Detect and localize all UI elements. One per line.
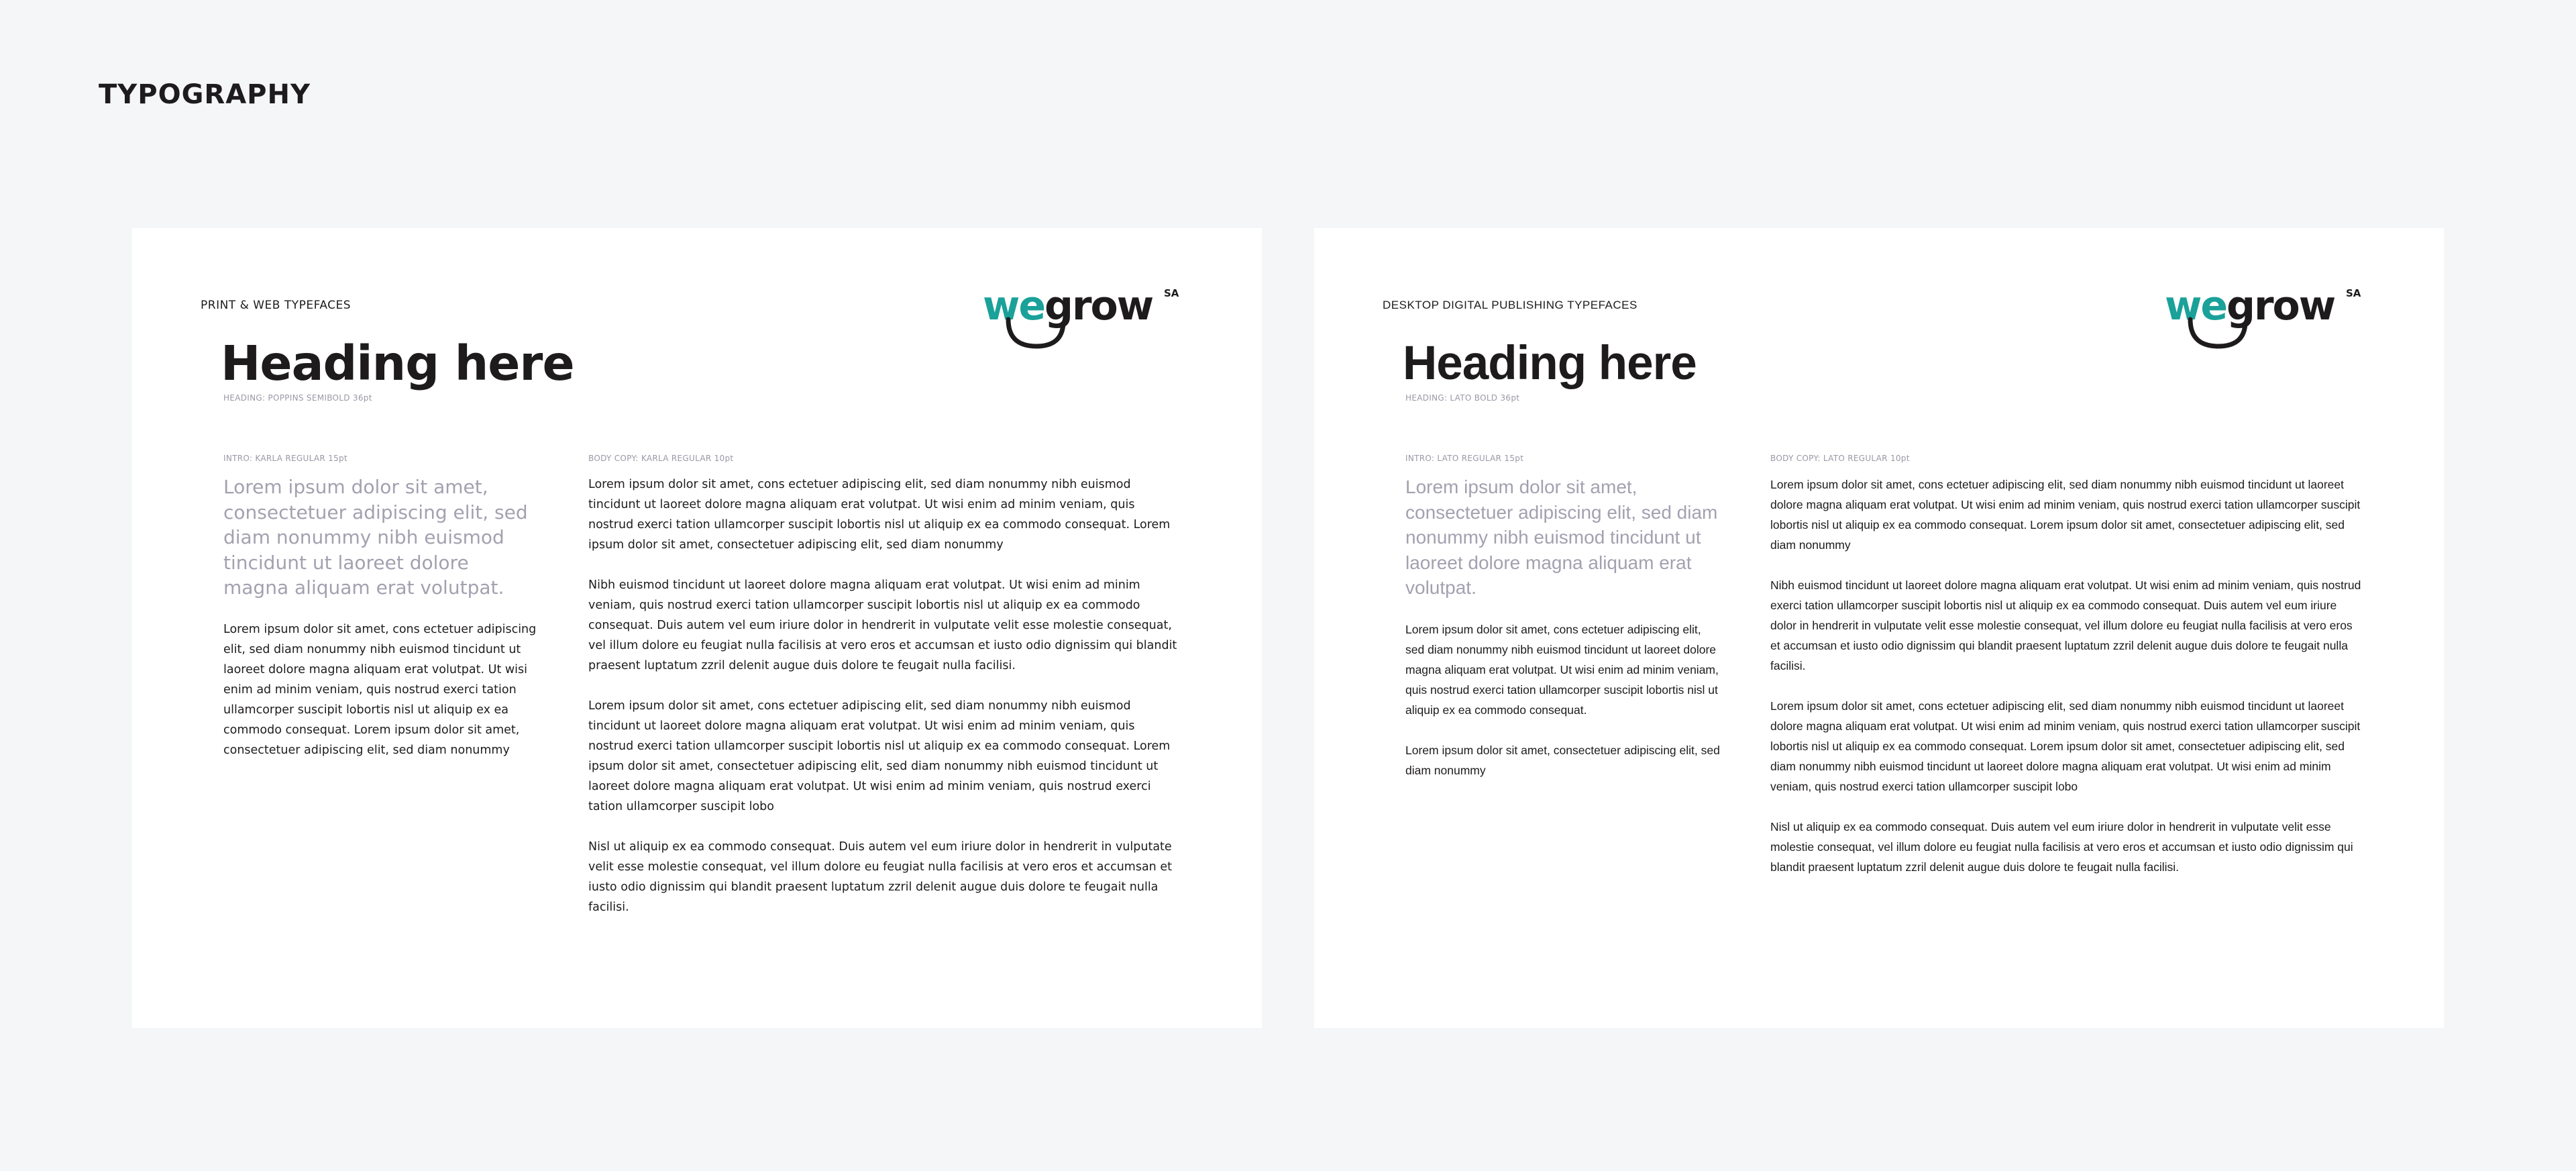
body-paragraph: Nisl ut aliquip ex ea commodo consequat. Duis autem vel eum iriure dolor in hendrerit in vulputate velit esse molestie consequat, vel illum dolore eu feugiat nulla facilisis at vero eros et accumsan et iusto odio dignissim qui blandit praesent luptatum zzril delenit augue duis dolore te feugait nulla facilisi. <box>1770 820 2353 874</box>
intro-body-paragraph: Lorem ipsum dolor sit amet, cons ectetuer adipiscing elit, sed diam nonummy nibh euismod tincidunt ut laoreet dolore magna aliquam erat volutpat. Ut wisi enim ad minim veniam, quis nostrud exerci tation ullamcorper suscipit lobortis nisl ut aliquip ex ea commodo consequat. Lorem ipsum dolor sit amet, consectetuer adipiscing elit, sed diam nonummy <box>223 623 537 757</box>
intro-sample: Lorem ipsum dolor sit amet, consectetuer adipiscing elit, sed diam nonummy nibh euismod tincidunt ut laoreet dolore magna aliquam erat volutpat. <box>1405 476 1718 598</box>
intro-body-text <box>1405 619 1721 801</box>
card-label: DESKTOP DIGITAL PUBLISHING TYPEFACES <box>1383 299 1638 311</box>
typeface-card-print-web <box>132 228 1262 1028</box>
intro-body-text <box>223 619 539 780</box>
body-spec-note: BODY COPY: LATO REGULAR 10pt <box>1770 454 1910 463</box>
logo-suffix: SA <box>1164 287 1179 299</box>
body-paragraph: Nibh euismod tincidunt ut laoreet dolore magna aliquam erat volutpat. Ut wisi enim ad minim veniam, quis nostrud exerci tation ullamcorper suscipit lobortis nisl ut aliquip ex ea commodo consequat. Duis autem vel eum iriure dolor in hendrerit in vulputate velit esse molestie consequat, vel illum dolore eu feugiat nulla facilisis at vero eros et accumsan et iusto odio dignissim qui blandit praesent luptatum zzril delenit augue duis dolore te feugait nulla facilisi. <box>1770 578 2361 672</box>
logo-we: we <box>983 285 1045 329</box>
intro-spec-note: INTRO: LATO REGULAR 15pt <box>1405 454 1524 463</box>
heading-sample: Heading here <box>1403 337 1697 390</box>
logo-we: we <box>2165 285 2227 329</box>
heading-sample: Heading here <box>221 336 574 391</box>
intro-sample: Lorem ipsum dolor sit amet, consectetuer adipiscing elit, sed diam nonummy nibh euismod tincidunt ut laoreet dolore magna aliquam erat volutpat. <box>223 476 528 599</box>
page-title: TYPOGRAPHY <box>99 79 311 110</box>
logo-grow: grow <box>2226 285 2335 329</box>
heading-spec-note: HEADING: POPPINS SEMIBOLD 36pt <box>223 393 372 403</box>
body-paragraph: Lorem ipsum dolor sit amet, cons ectetuer adipiscing elit, sed diam nonummy nibh euismod tincidunt ut laoreet dolore magna aliquam erat volutpat. Ut wisi enim ad minim veniam, quis nostrud exerci tation ullamcorper suscipit lobortis nisl ut aliquip ex ea commodo consequat. Lorem ipsum dolor sit amet, consectetuer adipiscing elit, sed diam nonummy <box>588 478 1171 552</box>
card-label: PRINT & WEB TYPEFACES <box>201 299 352 312</box>
heading-spec-note: HEADING: LATO BOLD 36pt <box>1405 393 1520 403</box>
intro-body-paragraph: Lorem ipsum dolor sit amet, cons ectetuer adipiscing elit, sed diam nonummy nibh euismod tincidunt ut laoreet dolore magna aliquam erat volutpat. Ut wisi enim ad minim veniam, quis nostrud exerci tation ullamcorper suscipit lobortis nisl ut aliquip ex ea commodo consequat. <box>1405 623 1719 717</box>
body-paragraph: Lorem ipsum dolor sit amet, cons ectetuer adipiscing elit, sed diam nonummy nibh euismod tincidunt ut laoreet dolore magna aliquam erat volutpat. Ut wisi enim ad minim veniam, quis nostrud exerci tation ullamcorper suscipit lobortis nisl ut aliquip ex ea commodo consequat. Lorem ipsum dolor sit amet, consectetuer adipiscing elit, sed diam nonummy nibh euismod tincidunt ut laoreet dolore magna aliquam erat volutpat. Ut wisi enim ad minim veniam, quis nostrud exerci tation ullamcorper suscipit lobo <box>588 699 1171 813</box>
typeface-card-desktop-publishing <box>1314 228 2444 1028</box>
body-paragraph: Lorem ipsum dolor sit amet, cons ectetuer adipiscing elit, sed diam nonummy nibh euismod tincidunt ut laoreet dolore magna aliquam erat volutpat. Ut wisi enim ad minim veniam, quis nostrud exerci tation ullamcorper suscipit lobortis nisl ut aliquip ex ea commodo consequat. Lorem ipsum dolor sit amet, consectetuer adipiscing elit, sed diam nonummy <box>1770 478 2361 552</box>
intro-spec-note: INTRO: KARLA REGULAR 15pt <box>223 454 347 463</box>
body-paragraph: Nibh euismod tincidunt ut laoreet dolore magna aliquam erat volutpat. Ut wisi enim ad minim veniam, quis nostrud exerci tation ullamcorper suscipit lobortis nisl ut aliquip ex ea commodo consequat. Duis autem vel eum iriure dolor in hendrerit in vulputate velit esse molestie consequat, vel illum dolore eu feugiat nulla facilisis at vero eros et accumsan et iusto odio dignissim qui blandit praesent luptatum zzril delenit augue duis dolore te feugait nulla facilisi. <box>588 578 1177 672</box>
wegrow-logo <box>983 285 1184 352</box>
intro-body-paragraph: Lorem ipsum dolor sit amet, consectetuer adipiscing elit, sed diam nonummy <box>1405 744 1720 777</box>
wegrow-logo <box>2165 285 2366 352</box>
logo-suffix: SA <box>2346 287 2361 299</box>
body-copy-sample <box>1770 474 2364 897</box>
body-spec-note: BODY COPY: KARLA REGULAR 10pt <box>588 454 734 463</box>
body-copy-sample <box>588 474 1182 937</box>
body-paragraph: Lorem ipsum dolor sit amet, cons ectetuer adipiscing elit, sed diam nonummy nibh euismod tincidunt ut laoreet dolore magna aliquam erat volutpat. Ut wisi enim ad minim veniam, quis nostrud exerci tation ullamcorper suscipit lobortis nisl ut aliquip ex ea commodo consequat. Lorem ipsum dolor sit amet, consectetuer adipiscing elit, sed diam nonummy nibh euismod tincidunt ut laoreet dolore magna aliquam erat volutpat. Ut wisi enim ad minim veniam, quis nostrud exerci tation ullamcorper suscipit lobo <box>1770 699 2361 793</box>
logo-grow: grow <box>1044 285 1153 329</box>
body-paragraph: Nisl ut aliquip ex ea commodo consequat. Duis autem vel eum iriure dolor in hendrerit in vulputate velit esse molestie consequat, vel illum dolore eu feugiat nulla facilisis at vero eros et accumsan et iusto odio dignissim qui blandit praesent luptatum zzril delenit augue duis dolore te feugait nulla facilisi. <box>588 840 1172 914</box>
